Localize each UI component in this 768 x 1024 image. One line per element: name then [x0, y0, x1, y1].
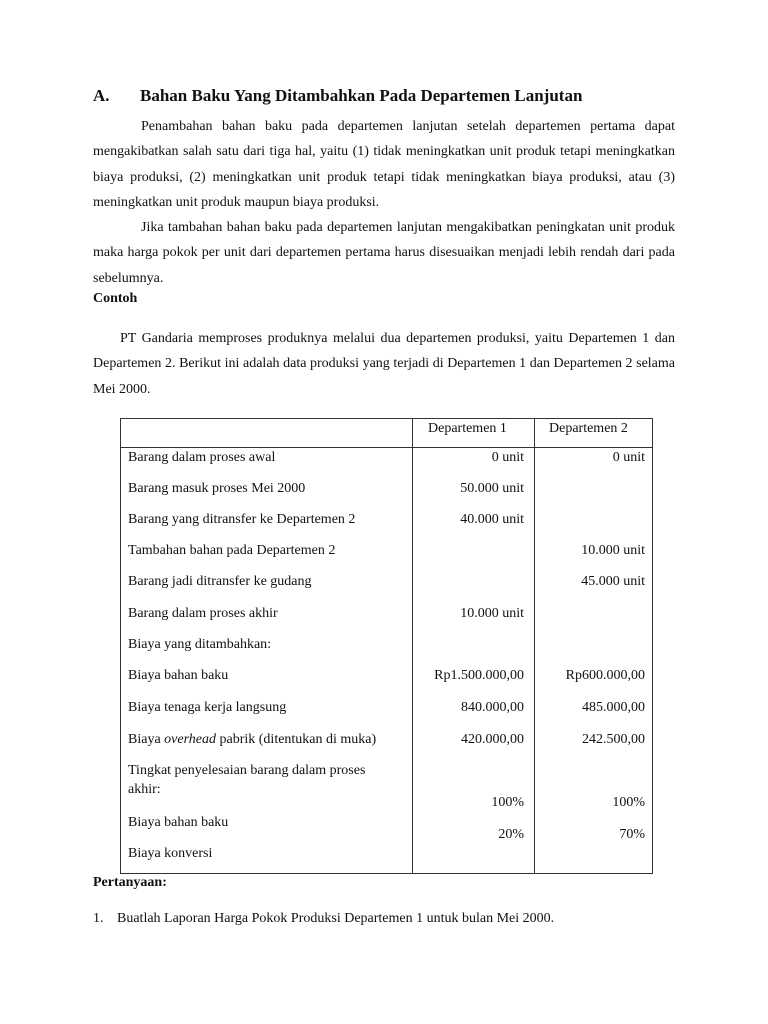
table-cell-dep1: 50.000 unit [460, 481, 524, 496]
table-cell-dep2: 0 unit [612, 450, 645, 465]
table-header-divider [121, 447, 652, 448]
table-row-label: Barang yang ditransfer ke Departemen 2 [128, 512, 356, 527]
table-cell-dep1: 40.000 unit [460, 512, 524, 527]
example-label: Contoh [93, 291, 138, 306]
table-cell-dep2: 70% [619, 827, 645, 842]
production-data-table [120, 418, 653, 874]
table-column-divider [412, 419, 413, 873]
table-cell-dep1: 10.000 unit [460, 606, 524, 621]
table-row-label: Barang jadi ditransfer ke gudang [128, 574, 312, 589]
table-header-dep1: Departemen 1 [428, 421, 507, 436]
table-cell-dep1: 20% [498, 827, 524, 842]
question-number: 1. [93, 911, 104, 926]
table-cell-dep1: 0 unit [491, 450, 524, 465]
question-item [93, 911, 554, 927]
table-row-label: Biaya tenaga kerja langsung [128, 700, 287, 715]
table-column-divider [534, 419, 535, 873]
table-row-label: Biaya konversi [128, 846, 213, 861]
table-row-label: Barang dalam proses awal [128, 450, 276, 465]
table-row-label: akhir: [128, 782, 161, 797]
table-cell-dep1: 420.000,00 [461, 732, 524, 747]
table-cell-dep1: Rp1.500.000,00 [434, 668, 524, 683]
table-cell-dep2: 45.000 unit [581, 574, 645, 589]
table-cell-dep2: 485.000,00 [582, 700, 645, 715]
table-row-label: Barang dalam proses akhir [128, 606, 278, 621]
table-cell-dep2: 100% [612, 795, 645, 810]
table-header-dep2: Departemen 2 [549, 421, 628, 436]
table-cell-dep2: 10.000 unit [581, 543, 645, 558]
table-cell-dep1: 840.000,00 [461, 700, 524, 715]
table-row-label: Biaya yang ditambahkan: [128, 637, 272, 652]
table-cell-dep1: 100% [491, 795, 524, 810]
paragraph-3: PT Gandaria memproses produknya melalui dua departemen produksi, yaitu Departemen 1 dan Departemen 2. Berikut ini adalah data produksi yang terjadi di Departemen 1 dan Departemen 2 selama Mei 2000. [93, 331, 675, 397]
questions-label: Pertanyaan: [93, 875, 167, 890]
table-row-label: Tingkat penyelesaian barang dalam proses [128, 763, 366, 778]
table-row-label: Tambahan bahan pada Departemen 2 [128, 543, 336, 558]
label-suffix: pabrik (ditentukan di muka) [216, 732, 377, 747]
label-italic: overhead [164, 732, 216, 747]
label-prefix: Biaya [128, 732, 165, 747]
table-row-label: Barang masuk proses Mei 2000 [128, 481, 306, 496]
question-text: Buatlah Laporan Harga Pokok Produksi Departemen 1 untuk bulan Mei 2000. [117, 911, 555, 926]
paragraph-2: Jika tambahan bahan baku pada departemen lanjutan mengakibatkan peningkatan unit produk maka harga pokok per unit dari departemen pertama harus disesuaikan menjadi lebih rendah dari pada sebelumnya. [93, 220, 675, 286]
table-row-label: Biaya bahan baku [128, 668, 229, 683]
paragraph-1: Penambahan bahan baku pada departemen lanjutan setelah departemen pertama dapat mengakibatkan salah satu dari tiga hal, yaitu (1) tidak meningkatkan unit produk tetapi meningkatkan biaya produksi, (2) meningkatkan unit produk tetapi tidak meningkatkan biaya produksi, atau (3) meningkatkan unit produk maupun biaya produksi. [93, 119, 675, 210]
table-row-label [128, 732, 376, 748]
table-row-label: Biaya bahan baku [128, 815, 229, 830]
table-cell-dep2: Rp600.000,00 [565, 668, 645, 683]
section-heading [93, 86, 582, 106]
section-number: A. [93, 86, 110, 105]
section-title: Bahan Baku Yang Ditambahkan Pada Departemen Lanjutan [140, 86, 583, 105]
table-cell-dep2: 242.500,00 [582, 732, 645, 747]
